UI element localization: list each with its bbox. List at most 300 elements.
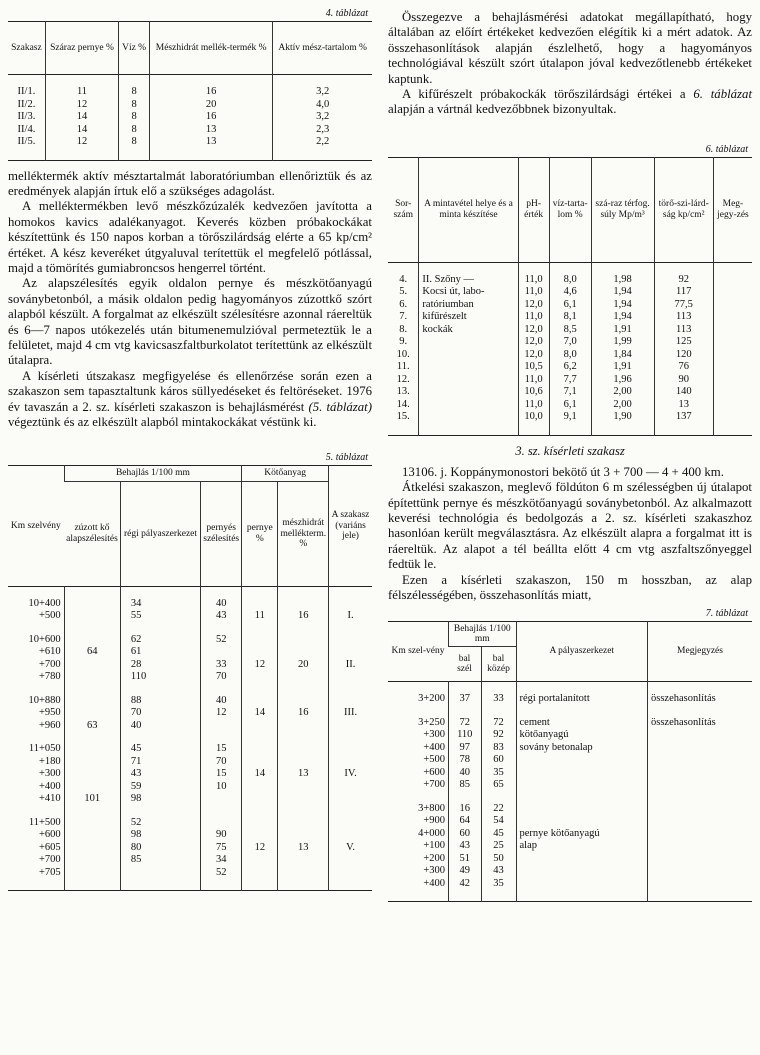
t5-cell-m	[278, 781, 329, 794]
t5-cell-zuz	[64, 854, 120, 867]
t5-cell-zuz	[64, 598, 120, 611]
t5-cell-sz	[329, 646, 372, 659]
spacer-cell	[119, 149, 150, 161]
table-row	[388, 754, 752, 767]
t6-cell-suly: 1,94	[591, 286, 654, 299]
t5-cell-km: 11+500	[28, 816, 61, 828]
spacer-cell	[329, 623, 372, 634]
t7-cell-palya	[516, 754, 648, 767]
t5-head-zuzott: zúzott kő alapszélesítés	[64, 481, 120, 586]
spacer-cell	[120, 806, 200, 817]
table-row	[8, 867, 372, 880]
spacer-cell	[654, 424, 713, 436]
t7-cell-bal-szel: 78	[449, 754, 482, 767]
spacer-cell	[329, 879, 372, 891]
spacer-cell	[8, 623, 64, 634]
t5-cell-pern: 10	[201, 781, 242, 794]
t7-cell-palya	[516, 803, 648, 816]
spacer-cell	[278, 806, 329, 817]
t6-cell-tor: 77,5	[654, 299, 713, 312]
table-4	[8, 21, 372, 161]
table-5	[8, 465, 372, 891]
t6-cell-viz: 6,1	[549, 399, 591, 412]
t5-cell-m	[278, 817, 329, 830]
t6-cell-megjegyzes	[713, 361, 752, 374]
t6-cell-sorszam: 12.	[396, 373, 410, 385]
t6-cell-tor: 117	[654, 286, 713, 299]
table-row	[388, 853, 752, 866]
t7-cell-megj: összehasonlítás	[648, 693, 753, 706]
t5-cell-regi: 34	[120, 598, 200, 611]
table-cell: 2,3	[273, 124, 372, 137]
table-cell: 8	[119, 136, 150, 149]
table-row	[388, 742, 752, 755]
spacer-cell	[449, 682, 482, 694]
spacer-cell	[120, 586, 200, 598]
t5-cell-km: +600	[38, 829, 61, 841]
spacer-cell	[648, 890, 753, 902]
spacer-cell	[8, 684, 64, 695]
t6-cell-suly: 1,98	[591, 274, 654, 287]
table-row	[388, 803, 752, 816]
t5-cell-km: +705	[38, 866, 61, 878]
spacer-cell	[388, 706, 449, 717]
t6-cell-suly: 1,99	[591, 336, 654, 349]
table-row	[388, 336, 752, 349]
t5-cell-regi: 98	[120, 793, 200, 806]
t7-cell-bal-kozep: 50	[481, 853, 516, 866]
t5-cell-pern: 75	[201, 842, 242, 855]
t5-cell-zuz	[64, 695, 120, 708]
t5-cell-zuz	[64, 817, 120, 830]
t7-cell-megj	[648, 815, 753, 828]
t5-cell-km: +300	[38, 768, 61, 780]
t4-header-cell: Száraz pernye %	[45, 22, 118, 75]
table-row	[388, 324, 752, 337]
table-row	[8, 756, 372, 769]
table-row	[388, 878, 752, 891]
table-cell: 14	[45, 124, 118, 137]
t7-cell-bal-szel: 60	[449, 828, 482, 841]
table-row	[8, 793, 372, 806]
table-cell: II/1.	[17, 86, 36, 97]
table-row	[8, 136, 372, 149]
paragraph: A kísérleti útszakasz megfigyelése és ellenőrzése során ezen a szakaszon sem tapasztaltunk káros süllyedéseket és feltöréseket. 1976 év tavaszán a 2. sz. kísérleti szakaszon is behajlásmérést (5. táblázat) végeztünk és az elkészült alapból mintakockákat véstünk ki.	[8, 368, 372, 429]
table-cell: II/4.	[17, 123, 36, 135]
t6-cell-hely	[419, 399, 518, 412]
t6-cell-sorszam: 6.	[399, 298, 408, 310]
t5-cell-pern	[201, 720, 242, 733]
spacer-cell	[518, 424, 549, 436]
t5-cell-m	[278, 720, 329, 733]
t5-cell-sz	[329, 671, 372, 684]
t5-cell-p: 14	[242, 768, 278, 781]
t6-cell-hely	[419, 411, 518, 424]
t7-cell-megj	[648, 729, 753, 742]
t5-cell-sz: I.	[329, 610, 372, 623]
t7-cell-km: 4+000	[418, 827, 445, 839]
t6-cell-megjegyzes	[713, 411, 752, 424]
t5-cell-km: 10+880	[28, 694, 61, 706]
spacer-cell	[8, 586, 64, 598]
t7-cell-palya	[516, 815, 648, 828]
t6-cell-hely: II. Szőny —	[419, 274, 518, 287]
t5-cell-m	[278, 867, 329, 880]
t5-cell-p	[242, 781, 278, 794]
t7-cell-palya: sovány betonalap	[516, 742, 648, 755]
spacer-cell	[449, 890, 482, 902]
table-row	[388, 815, 752, 828]
t7-cell-palya: pernye kötőanyagú	[516, 828, 648, 841]
t7-cell-km: +400	[423, 877, 445, 889]
spacer-cell	[8, 149, 45, 161]
t5-cell-m: 13	[278, 842, 329, 855]
table-cell: 2,2	[273, 136, 372, 149]
t7-cell-bal-kozep: 43	[481, 865, 516, 878]
t5-head-meszhidrat: mészhidrát mellékterm. %	[278, 481, 329, 586]
t5-cell-zuz	[64, 867, 120, 880]
paragraph: Összegezve a behajlásmérési adatokat megállapítható, hogy általában az előírt értékeket kedvezően elégítik ki a mért adatok. Az összehasonlítások alapján észlelhető, hogy a hagyományos technológiával készült szórt útalapon jóval kedvezőtlenebb értékeket kaptunk.	[388, 10, 752, 86]
t6-cell-sorszam: 5.	[399, 286, 408, 298]
spacer-cell	[242, 586, 278, 598]
t5-cell-zuz	[64, 634, 120, 647]
t5-cell-sz	[329, 720, 372, 733]
t5-cell-regi: 52	[120, 817, 200, 830]
t5-cell-sz	[329, 756, 372, 769]
t5-cell-sz	[329, 634, 372, 647]
t6-header-cell: víz-tarta-lom %	[549, 157, 591, 262]
t7-cell-bal-kozep: 35	[481, 767, 516, 780]
table-row	[388, 865, 752, 878]
t6-cell-suly: 1,94	[591, 299, 654, 312]
spacer-row	[388, 682, 752, 694]
t5-cell-zuz	[64, 768, 120, 781]
t4-header-cell: Szakasz	[11, 42, 42, 53]
table-row	[8, 781, 372, 794]
t6-cell-suly: 2,00	[591, 399, 654, 412]
t6-cell-viz: 8,0	[549, 349, 591, 362]
t5-cell-km: +950	[38, 707, 61, 719]
table-cell: 12	[45, 136, 118, 149]
t5-cell-regi: 88	[120, 695, 200, 708]
t7-head-bal-szel: bal szél	[449, 647, 482, 682]
t7-cell-megj: összehasonlítás	[648, 717, 753, 730]
t5-cell-p	[242, 817, 278, 830]
table-cell: 8	[119, 99, 150, 112]
table-5-caption: 5. táblázat	[325, 452, 368, 464]
t5-cell-regi: 55	[120, 610, 200, 623]
table-6	[388, 157, 752, 436]
t6-cell-viz: 8,5	[549, 324, 591, 337]
t6-cell-viz: 6,1	[549, 299, 591, 312]
t5-cell-sz	[329, 695, 372, 708]
t5-cell-zuz	[64, 781, 120, 794]
spacer-cell	[654, 262, 713, 274]
left-text	[8, 169, 372, 431]
t7-cell-palya	[516, 878, 648, 891]
spacer-cell	[120, 732, 200, 743]
t6-cell-suly: 1,90	[591, 411, 654, 424]
t5-cell-regi: 110	[120, 671, 200, 684]
spacer-cell	[64, 684, 120, 695]
table-row	[388, 717, 752, 730]
t6-cell-sorszam: 14.	[396, 398, 410, 410]
t6-cell-ph: 11,0	[518, 286, 549, 299]
t5-cell-pern	[201, 646, 242, 659]
t6-cell-tor: 90	[654, 374, 713, 387]
spacer-cell	[64, 586, 120, 598]
t6-cell-hely	[419, 361, 518, 374]
t5-cell-p	[242, 854, 278, 867]
table-7-caption: 7. táblázat	[705, 607, 748, 619]
t6-cell-sorszam: 9.	[399, 336, 408, 348]
spacer-cell	[8, 75, 45, 87]
table-row	[8, 111, 372, 124]
t5-cell-regi: 40	[120, 720, 200, 733]
t6-cell-ph: 11,0	[518, 311, 549, 324]
t5-cell-m	[278, 695, 329, 708]
t6-header-cell: pH-érték	[518, 157, 549, 262]
paragraph: Átkelési szakaszon, meglevő földúton 6 m szélességben új útalapot építettünk pernye és mészkötőanyagú soványbetonból. Az alkalmazott keverési technológia és bedolgozás a 2. sz. kísérleti szakaszhoz hasonlóan került megválasztásra. Az elkészült alapra a forgalmat itt is ráereltük. Az alapot a tél beállta előtt 4 cm vtg aszfaltszőnyeggel fedtük le.	[388, 480, 752, 572]
spacer-cell	[120, 623, 200, 634]
t7-cell-km: 3+250	[418, 716, 445, 728]
t5-cell-m: 20	[278, 659, 329, 672]
t5-cell-pern: 40	[201, 598, 242, 611]
spacer-cell	[278, 684, 329, 695]
paragraph: Az alapszélesítés egyik oldalon pernye és mészkötőanyagú soványbetonból, a másik oldalon pedig hagyományos zúzottkő szórt alapból készült. A forgalmat az elkészült szélesítésre azonnal ráereltük és 6—7 napos utókezelés után bitumenemulzióval permeteztük le a felületet, majd 4 cm vtg kavicsaszfaltburkolatot terítettünk az elkészült útalapra.	[8, 276, 372, 368]
t7-head-megj: Megjegyzés	[648, 621, 753, 682]
t5-cell-regi: 85	[120, 854, 200, 867]
t7-cell-bal-szel: 72	[449, 717, 482, 730]
spacer-cell	[388, 682, 449, 694]
t7-cell-bal-szel: 40	[449, 767, 482, 780]
table-row	[388, 693, 752, 706]
t5-head-szakasz: A szakasz (variáns jele)	[329, 466, 372, 586]
t5-cell-pern: 15	[201, 743, 242, 756]
table-cell: 3,2	[273, 111, 372, 124]
t5-cell-pern: 70	[201, 756, 242, 769]
t6-cell-megjegyzes	[713, 286, 752, 299]
t5-cell-m	[278, 854, 329, 867]
t5-cell-m: 13	[278, 768, 329, 781]
t7-cell-palya: kötőanyagú	[516, 729, 648, 742]
t7-cell-bal-kozep: 45	[481, 828, 516, 841]
t6-header-cell: Sor-szám	[393, 199, 413, 220]
t6-cell-tor: 120	[654, 349, 713, 362]
spacer-cell	[329, 684, 372, 695]
t5-cell-sz	[329, 598, 372, 611]
t7-head-behajlas: Behajlás 1/100 mm	[449, 621, 517, 647]
spacer-cell	[273, 75, 372, 87]
t7-cell-megj	[648, 803, 753, 816]
t5-cell-zuz	[64, 659, 120, 672]
t7-cell-bal-szel: 16	[449, 803, 482, 816]
t6-cell-ph: 12,0	[518, 299, 549, 312]
t5-cell-p: 11	[242, 610, 278, 623]
t5-cell-zuz	[64, 829, 120, 842]
t6-cell-viz: 7,7	[549, 374, 591, 387]
t7-cell-bal-szel: 64	[449, 815, 482, 828]
t6-cell-sorszam: 4.	[399, 273, 408, 285]
spacer-row	[8, 684, 372, 695]
t5-cell-zuz: 101	[64, 793, 120, 806]
table-4-caption: 4. táblázat	[325, 8, 368, 19]
t6-cell-sorszam: 10.	[396, 348, 410, 360]
table-row	[388, 374, 752, 387]
spacer-row	[388, 262, 752, 274]
table-cell: 11	[45, 86, 118, 99]
table-6-caption: 6. táblázat	[705, 143, 748, 155]
table-row	[388, 361, 752, 374]
spacer-cell	[516, 682, 648, 694]
t5-cell-km: +700	[38, 658, 61, 670]
t5-cell-km: +610	[38, 646, 61, 658]
table-cell: 3,2	[273, 86, 372, 99]
t5-cell-zuz	[64, 671, 120, 684]
t5-cell-regi: 70	[120, 707, 200, 720]
table-row	[388, 349, 752, 362]
t7-cell-megj	[648, 865, 753, 878]
spacer-row	[8, 149, 372, 161]
t7-cell-km: +200	[423, 852, 445, 864]
t7-cell-km: +500	[423, 754, 445, 766]
t5-cell-p: 14	[242, 707, 278, 720]
t5-cell-regi: 71	[120, 756, 200, 769]
t5-cell-km: +960	[38, 719, 61, 731]
spacer-cell	[648, 682, 753, 694]
table-row	[388, 779, 752, 792]
t5-cell-sz: III.	[329, 707, 372, 720]
t5-cell-p	[242, 646, 278, 659]
t6-cell-hely: kifűrészelt	[419, 311, 518, 324]
table-row	[388, 286, 752, 299]
t7-cell-bal-szel: 51	[449, 853, 482, 866]
t5-cell-sz	[329, 829, 372, 842]
t5-cell-km: +410	[38, 793, 61, 805]
table-row	[388, 840, 752, 853]
spacer-cell	[591, 424, 654, 436]
t5-cell-zuz	[64, 756, 120, 769]
spacer-cell	[388, 792, 449, 803]
t5-cell-p	[242, 695, 278, 708]
table-row	[388, 399, 752, 412]
t7-cell-megj	[648, 779, 753, 792]
t5-cell-p: 12	[242, 842, 278, 855]
table-row	[8, 817, 372, 830]
right-column	[388, 0, 752, 902]
spacer-cell	[449, 792, 482, 803]
t5-cell-pern: 52	[201, 634, 242, 647]
t5-cell-km: +180	[38, 755, 61, 767]
t6-cell-viz: 4,6	[549, 286, 591, 299]
t5-cell-p	[242, 867, 278, 880]
t7-head-palya: A pályaszerkezet	[516, 621, 648, 682]
spacer-cell	[8, 806, 64, 817]
spacer-cell	[591, 262, 654, 274]
spacer-cell	[201, 586, 242, 598]
spacer-row	[388, 424, 752, 436]
t5-cell-pern: 90	[201, 829, 242, 842]
spacer-cell	[419, 262, 518, 274]
t7-cell-bal-szel: 49	[449, 865, 482, 878]
table-cell: 8	[119, 111, 150, 124]
t5-cell-m	[278, 671, 329, 684]
t7-cell-megj	[648, 742, 753, 755]
table-row	[8, 829, 372, 842]
spacer-cell	[481, 682, 516, 694]
t6-cell-tor: 137	[654, 411, 713, 424]
t7-cell-bal-kozep: 83	[481, 742, 516, 755]
t7-cell-km: +700	[423, 779, 445, 791]
table-cell: 8	[119, 86, 150, 99]
spacer-cell	[64, 879, 120, 891]
t6-cell-ph: 12,0	[518, 349, 549, 362]
t6-cell-hely	[419, 349, 518, 362]
table-row	[8, 768, 372, 781]
spacer-row	[8, 623, 372, 634]
t7-cell-palya: cement	[516, 717, 648, 730]
table-row	[8, 671, 372, 684]
t6-cell-suly: 1,91	[591, 324, 654, 337]
spacer-cell	[648, 792, 753, 803]
spacer-cell	[648, 706, 753, 717]
t7-cell-bal-kozep: 33	[481, 693, 516, 706]
t5-cell-zuz	[64, 610, 120, 623]
spacer-row	[8, 586, 372, 598]
t5-cell-m	[278, 829, 329, 842]
t5-cell-sz: V.	[329, 842, 372, 855]
t5-cell-p	[242, 634, 278, 647]
t6-cell-megjegyzes	[713, 311, 752, 324]
t6-cell-ph: 12,0	[518, 336, 549, 349]
t5-cell-regi: 28	[120, 659, 200, 672]
t5-cell-m	[278, 634, 329, 647]
table-cell: 16	[150, 111, 273, 124]
t7-cell-bal-szel: 37	[449, 693, 482, 706]
spacer-cell	[242, 732, 278, 743]
spacer-row	[388, 706, 752, 717]
t5-cell-sz	[329, 817, 372, 830]
t5-cell-sz: IV.	[329, 768, 372, 781]
t7-cell-bal-kozep: 25	[481, 840, 516, 853]
spacer-cell	[449, 706, 482, 717]
table-row	[8, 610, 372, 623]
table-cell: II/5.	[17, 136, 36, 147]
t5-head-kotoanyag: Kötőanyag	[242, 466, 329, 481]
right-text-top	[388, 10, 752, 118]
table-cell: II/3.	[17, 111, 36, 122]
t5-cell-regi: 45	[120, 743, 200, 756]
t7-cell-bal-kozep: 72	[481, 717, 516, 730]
table-row	[8, 659, 372, 672]
t5-cell-regi: 61	[120, 646, 200, 659]
t5-cell-m	[278, 646, 329, 659]
t7-cell-palya: régi portalanított	[516, 693, 648, 706]
t5-cell-regi: 43	[120, 768, 200, 781]
spacer-cell	[119, 75, 150, 87]
spacer-cell	[329, 586, 372, 598]
table-cell: II/2.	[17, 98, 36, 110]
t6-cell-ph: 10,6	[518, 386, 549, 399]
t6-cell-viz: 7,0	[549, 336, 591, 349]
spacer-cell	[8, 879, 64, 891]
table-row	[8, 646, 372, 659]
spacer-row	[8, 75, 372, 87]
t5-cell-pern: 40	[201, 695, 242, 708]
t5-cell-regi	[120, 867, 200, 880]
table-row	[388, 299, 752, 312]
t6-cell-viz: 8,0	[549, 274, 591, 287]
